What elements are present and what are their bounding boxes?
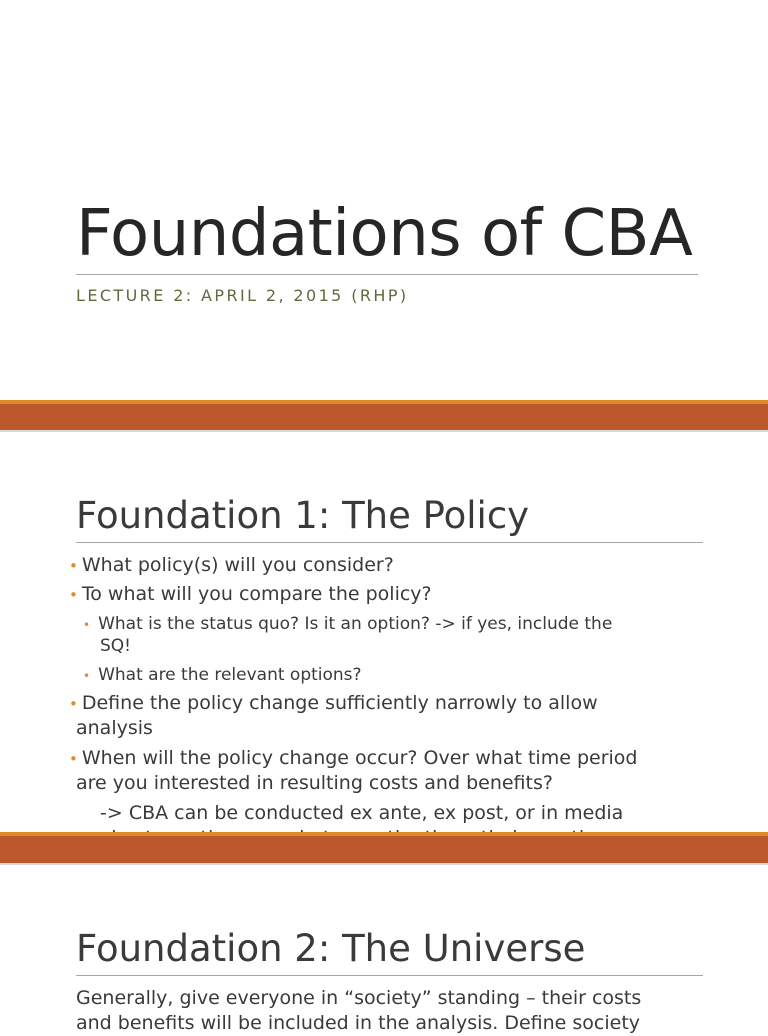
bullet-text: To what will you compare the policy? — [81, 583, 432, 605]
bullet-text: Define the policy change sufficiently narrowly to allow — [81, 692, 598, 714]
body-text-continued: and benefits will be included in the analysis. Define society — [76, 1012, 641, 1034]
bullet-text: What are the relevant options? — [98, 665, 362, 685]
slide-separator — [0, 400, 768, 432]
bullet-icon: • — [83, 669, 91, 683]
slide-heading: Foundation 2: The Universe — [76, 927, 586, 970]
bullet-text: What is the status quo? Is it an option? -> if yes, include the — [98, 614, 613, 634]
bullet-text-continued: are you interested in resulting costs and benefits? — [76, 772, 553, 794]
body-text: Generally, give everyone in “society” standing – their costs — [76, 987, 642, 1009]
bullet-icon: • — [69, 750, 78, 768]
bullet-icon: • — [69, 557, 78, 575]
slide-foundation-2 — [0, 865, 768, 1034]
bullet-text: When will the policy change occur? Over what time period — [81, 747, 638, 769]
note-text: -> CBA can be conducted ex ante, ex post, or in media — [100, 802, 624, 824]
bullet-item — [69, 553, 394, 579]
title-divider — [76, 274, 698, 275]
bullet-item — [69, 582, 432, 608]
slide-foundation-1 — [0, 432, 768, 832]
title-slide — [0, 0, 768, 400]
slide-heading: Foundation 1: The Policy — [76, 494, 530, 537]
bullet-icon: • — [69, 695, 78, 713]
bullet-icon: • — [83, 618, 91, 632]
sub-bullet-item — [83, 664, 362, 687]
presentation-title: Foundations of CBA — [76, 197, 693, 271]
bullet-item — [69, 691, 598, 717]
heading-divider — [76, 975, 703, 976]
presentation-subtitle: LECTURE 2: APRIL 2, 2015 (RHP) — [76, 286, 409, 305]
bullet-item — [69, 746, 637, 772]
heading-divider — [76, 542, 703, 543]
sub-bullet-item — [83, 613, 612, 636]
bullet-icon: • — [69, 586, 78, 604]
bullet-text-continued: analysis — [76, 717, 153, 739]
bullet-text: What policy(s) will you consider? — [81, 554, 394, 576]
bullet-text-continued: SQ! — [100, 636, 131, 656]
slide-separator — [0, 832, 768, 865]
